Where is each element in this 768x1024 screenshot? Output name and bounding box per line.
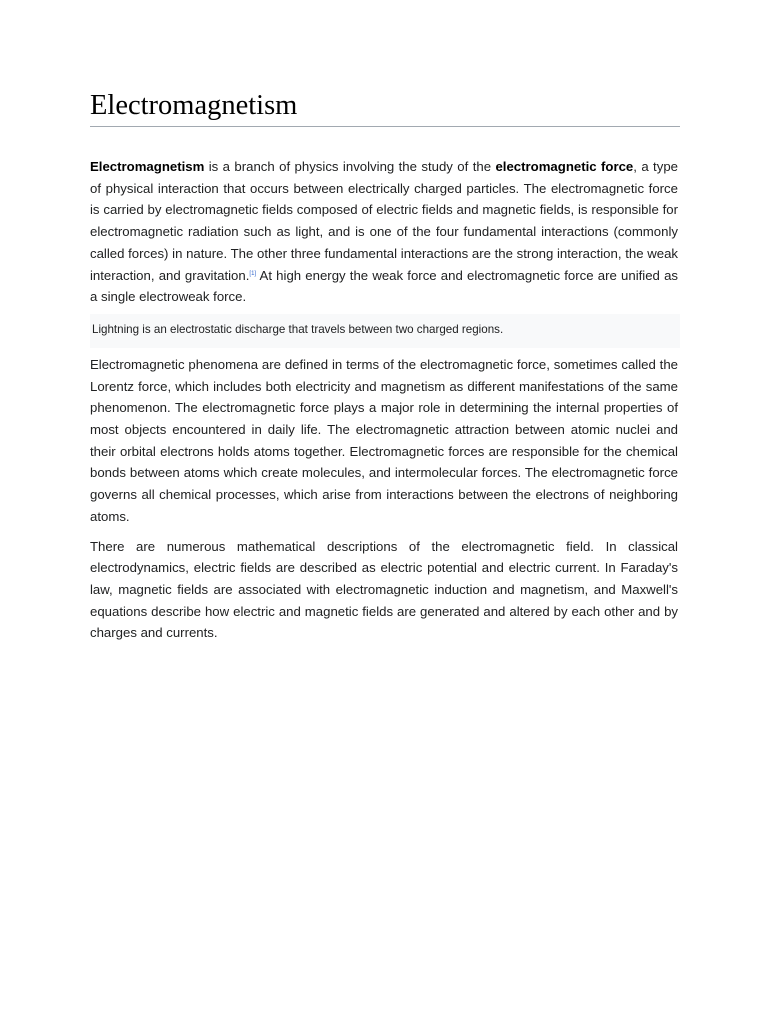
intro-term: Electromagnetism [90,159,205,174]
electromagnetic-force-link[interactable]: electromagnetic force [495,159,634,174]
intro-text-3: At high energy the weak force and electromagnetic force are unified as a single electroweak force. [90,267,678,305]
article [90,88,680,644]
paragraph-descriptions: There are numerous mathematical descriptions of the electromagnetic field. In classical electrodynamics, electric fields are described as electric potential and electric current. In Faraday's law, magnetic fields are associated with electromagnetic induction and magnetism, and Maxwell's equations describe how electric and magnetic fields are generated and altered by each other and by charges and currents. [90,538,678,641]
intro-paragraph [90,156,680,308]
image-caption: Lightning is an electrostatic discharge that travels between two charged regions. [90,314,680,348]
intro-text-1: is a branch of physics involving the study of the [204,159,496,174]
citation-link[interactable]: [1] [249,270,257,277]
page-title: Electromagnetism [90,88,680,127]
paragraph-phenomena: Electromagnetic phenomena are defined in terms of the electromagnetic force, sometimes called the Lorentz force, which includes both electricity and magnetism as different manifestations of the same phenomenon. The electromagnetic force plays a major role in determining the internal properties of most objects encountered in daily life. The electromagnetic attraction between atomic nuclei and their orbital electrons holds atoms together. Electromagnetic forces are responsible for the chemical bonds between atoms which create molecules, and intermolecular forces. The electromagnetic force governs all chemical processes, which arise from interactions between the electrons of neighboring atoms. [90,356,678,524]
intro-text-2: , a type of physical interaction that occurs between electrically charged particles. The electromagnetic force is carried by electromagnetic fields composed of electric fields and magnetic fields, is responsible for electromagnetic radiation such as light, and is one of the four fundamental interactions (commonly called forces) in nature. The other three fundamental interactions are the strong interaction, the weak interaction, and gravitation. [90,159,678,283]
